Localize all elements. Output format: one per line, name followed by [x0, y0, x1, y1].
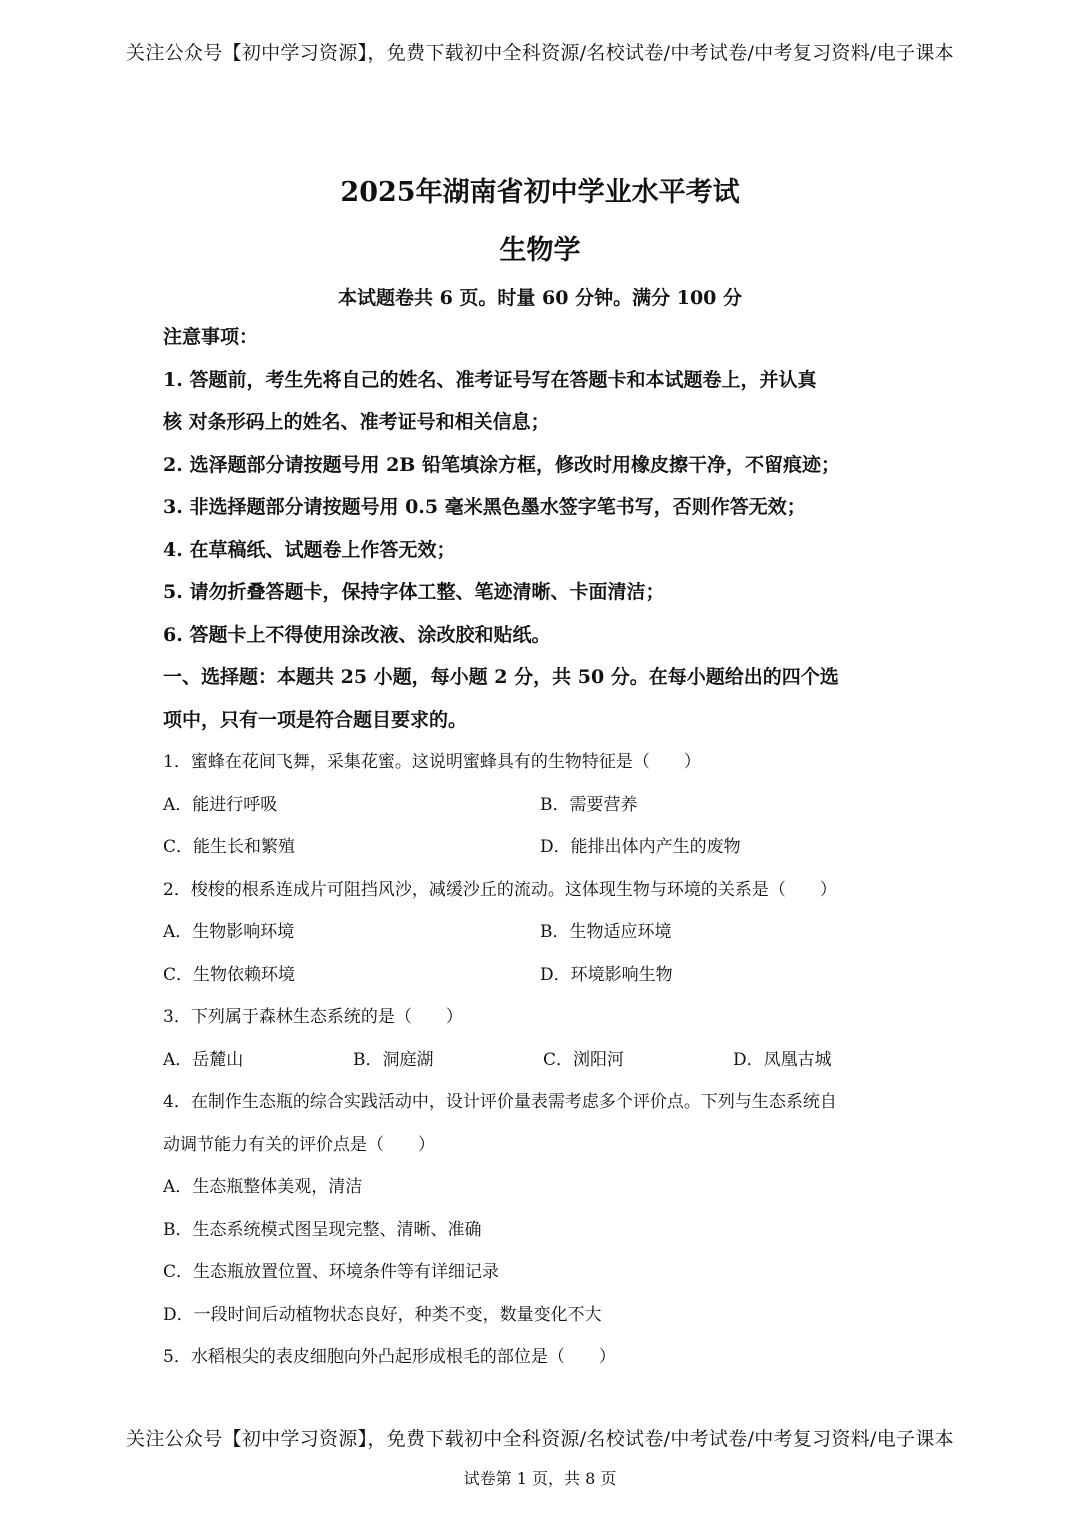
- page-number: 试卷第 1 页，共 8 页: [463, 1469, 617, 1488]
- question-5-stem: 5．水稻根尖的表皮细胞向外凸起形成根毛的部位是（ ）: [163, 1347, 616, 1367]
- option-a: A．生物影响环境: [163, 922, 295, 942]
- option-a: A．生态瓶整体美观，清洁: [163, 1177, 363, 1197]
- question-4-stem: 动调节能力有关的评价点是（ ）: [163, 1134, 435, 1155]
- option-b: B．生物适应环境: [540, 922, 672, 942]
- question-2-stem: 2．梭梭的根系连成片可阻挡风沙，减缓沙丘的流动。这体现生物与环境的关系是（ ）: [163, 879, 837, 900]
- note-line: 5. 请勿折叠答题卡，保持字体工整、笔迹清晰、卡面清洁；: [163, 581, 665, 603]
- notes-section: [163, 316, 923, 1379]
- question-3-stem: 3．下列属于森林生态系统的是（ ）: [163, 1007, 463, 1027]
- note-line: 6. 答题卡上不得使用涂改液、涂改胶和贴纸。: [163, 623, 551, 646]
- note-line: 1. 答题前，考生先将自己的姓名、准考证号写在答题卡和本试题卷上，并认真: [163, 368, 817, 391]
- exam-info: 本试题卷共 6 页。时量 60 分钟。满分 100 分: [337, 287, 742, 309]
- option-c: C．生物依赖环境: [163, 964, 296, 985]
- question-1-options: [163, 784, 923, 827]
- option-c: C．浏阳河: [543, 1049, 625, 1070]
- option-c: C．生态瓶放置位置、环境条件等有详细记录: [163, 1262, 500, 1282]
- notes-heading: 注意事项：: [163, 326, 259, 348]
- option-b: B．洞庭湖: [353, 1049, 434, 1070]
- question-1-options: [163, 826, 923, 869]
- option-d: D．一段时间后动植物状态良好，种类不变，数量变化不大: [163, 1304, 602, 1325]
- bottom-banner: 关注公众号【初中学习资源】，免费下载初中全科资源/名校试卷/中考试卷/中考复习资料/电子课本: [126, 1428, 954, 1450]
- option-a: A．能进行呼吸: [163, 794, 278, 815]
- section-heading: 项中，只有一项是符合题目要求的。: [163, 708, 468, 731]
- option-b: B．生态系统模式图呈现完整、清晰、准确: [163, 1219, 482, 1240]
- question-3-options: [163, 1039, 923, 1082]
- option-b: B．需要营养: [540, 794, 638, 815]
- note-line: 3. 非选择题部分请按题号用 0.5 毫米黑色墨水签字笔书写，否则作答无效；: [163, 496, 806, 518]
- note-line: 4. 在草稿纸、试题卷上作答无效；: [163, 538, 456, 561]
- note-line: 2. 选泽题部分请按题号用 2B 铅笔填涂方框，修改时用橡皮擦干净，不留痕迹；: [163, 453, 840, 476]
- option-d: D．环境影响生物: [540, 964, 673, 985]
- section-heading: 一、选择题：本题共 25 小题，每小题 2 分，共 50 分。在每小题给出的四个选: [163, 666, 839, 688]
- note-line: 核 对条形码上的姓名、准考证号和相关信息；: [163, 411, 550, 433]
- question-1-stem: 1．蜜蜂在花间飞舞，采集花蜜。这说明蜜蜂具有的生物特征是（ ）: [163, 752, 701, 772]
- exam-title: 2025年湖南省初中学业水平考试: [340, 177, 740, 208]
- option-d: D．能排出体内产生的废物: [540, 837, 741, 857]
- option-a: A．岳麓山: [163, 1049, 244, 1070]
- option-c: C．能生长和繁殖: [163, 837, 296, 857]
- top-banner: 关注公众号【初中学习资源】，免费下载初中全科资源/名校试卷/中考试卷/中考复习资料/电子课本: [126, 42, 954, 64]
- question-2-options: [163, 911, 923, 954]
- subject-title: 生物学: [499, 235, 581, 266]
- question-4-stem: 4．在制作生态瓶的综合实践活动中，设计评价量表需考虑多个评价点。下列与生态系统自: [163, 1092, 837, 1112]
- question-2-options: [163, 954, 923, 997]
- option-d: D．凤凰古城: [733, 1049, 832, 1070]
